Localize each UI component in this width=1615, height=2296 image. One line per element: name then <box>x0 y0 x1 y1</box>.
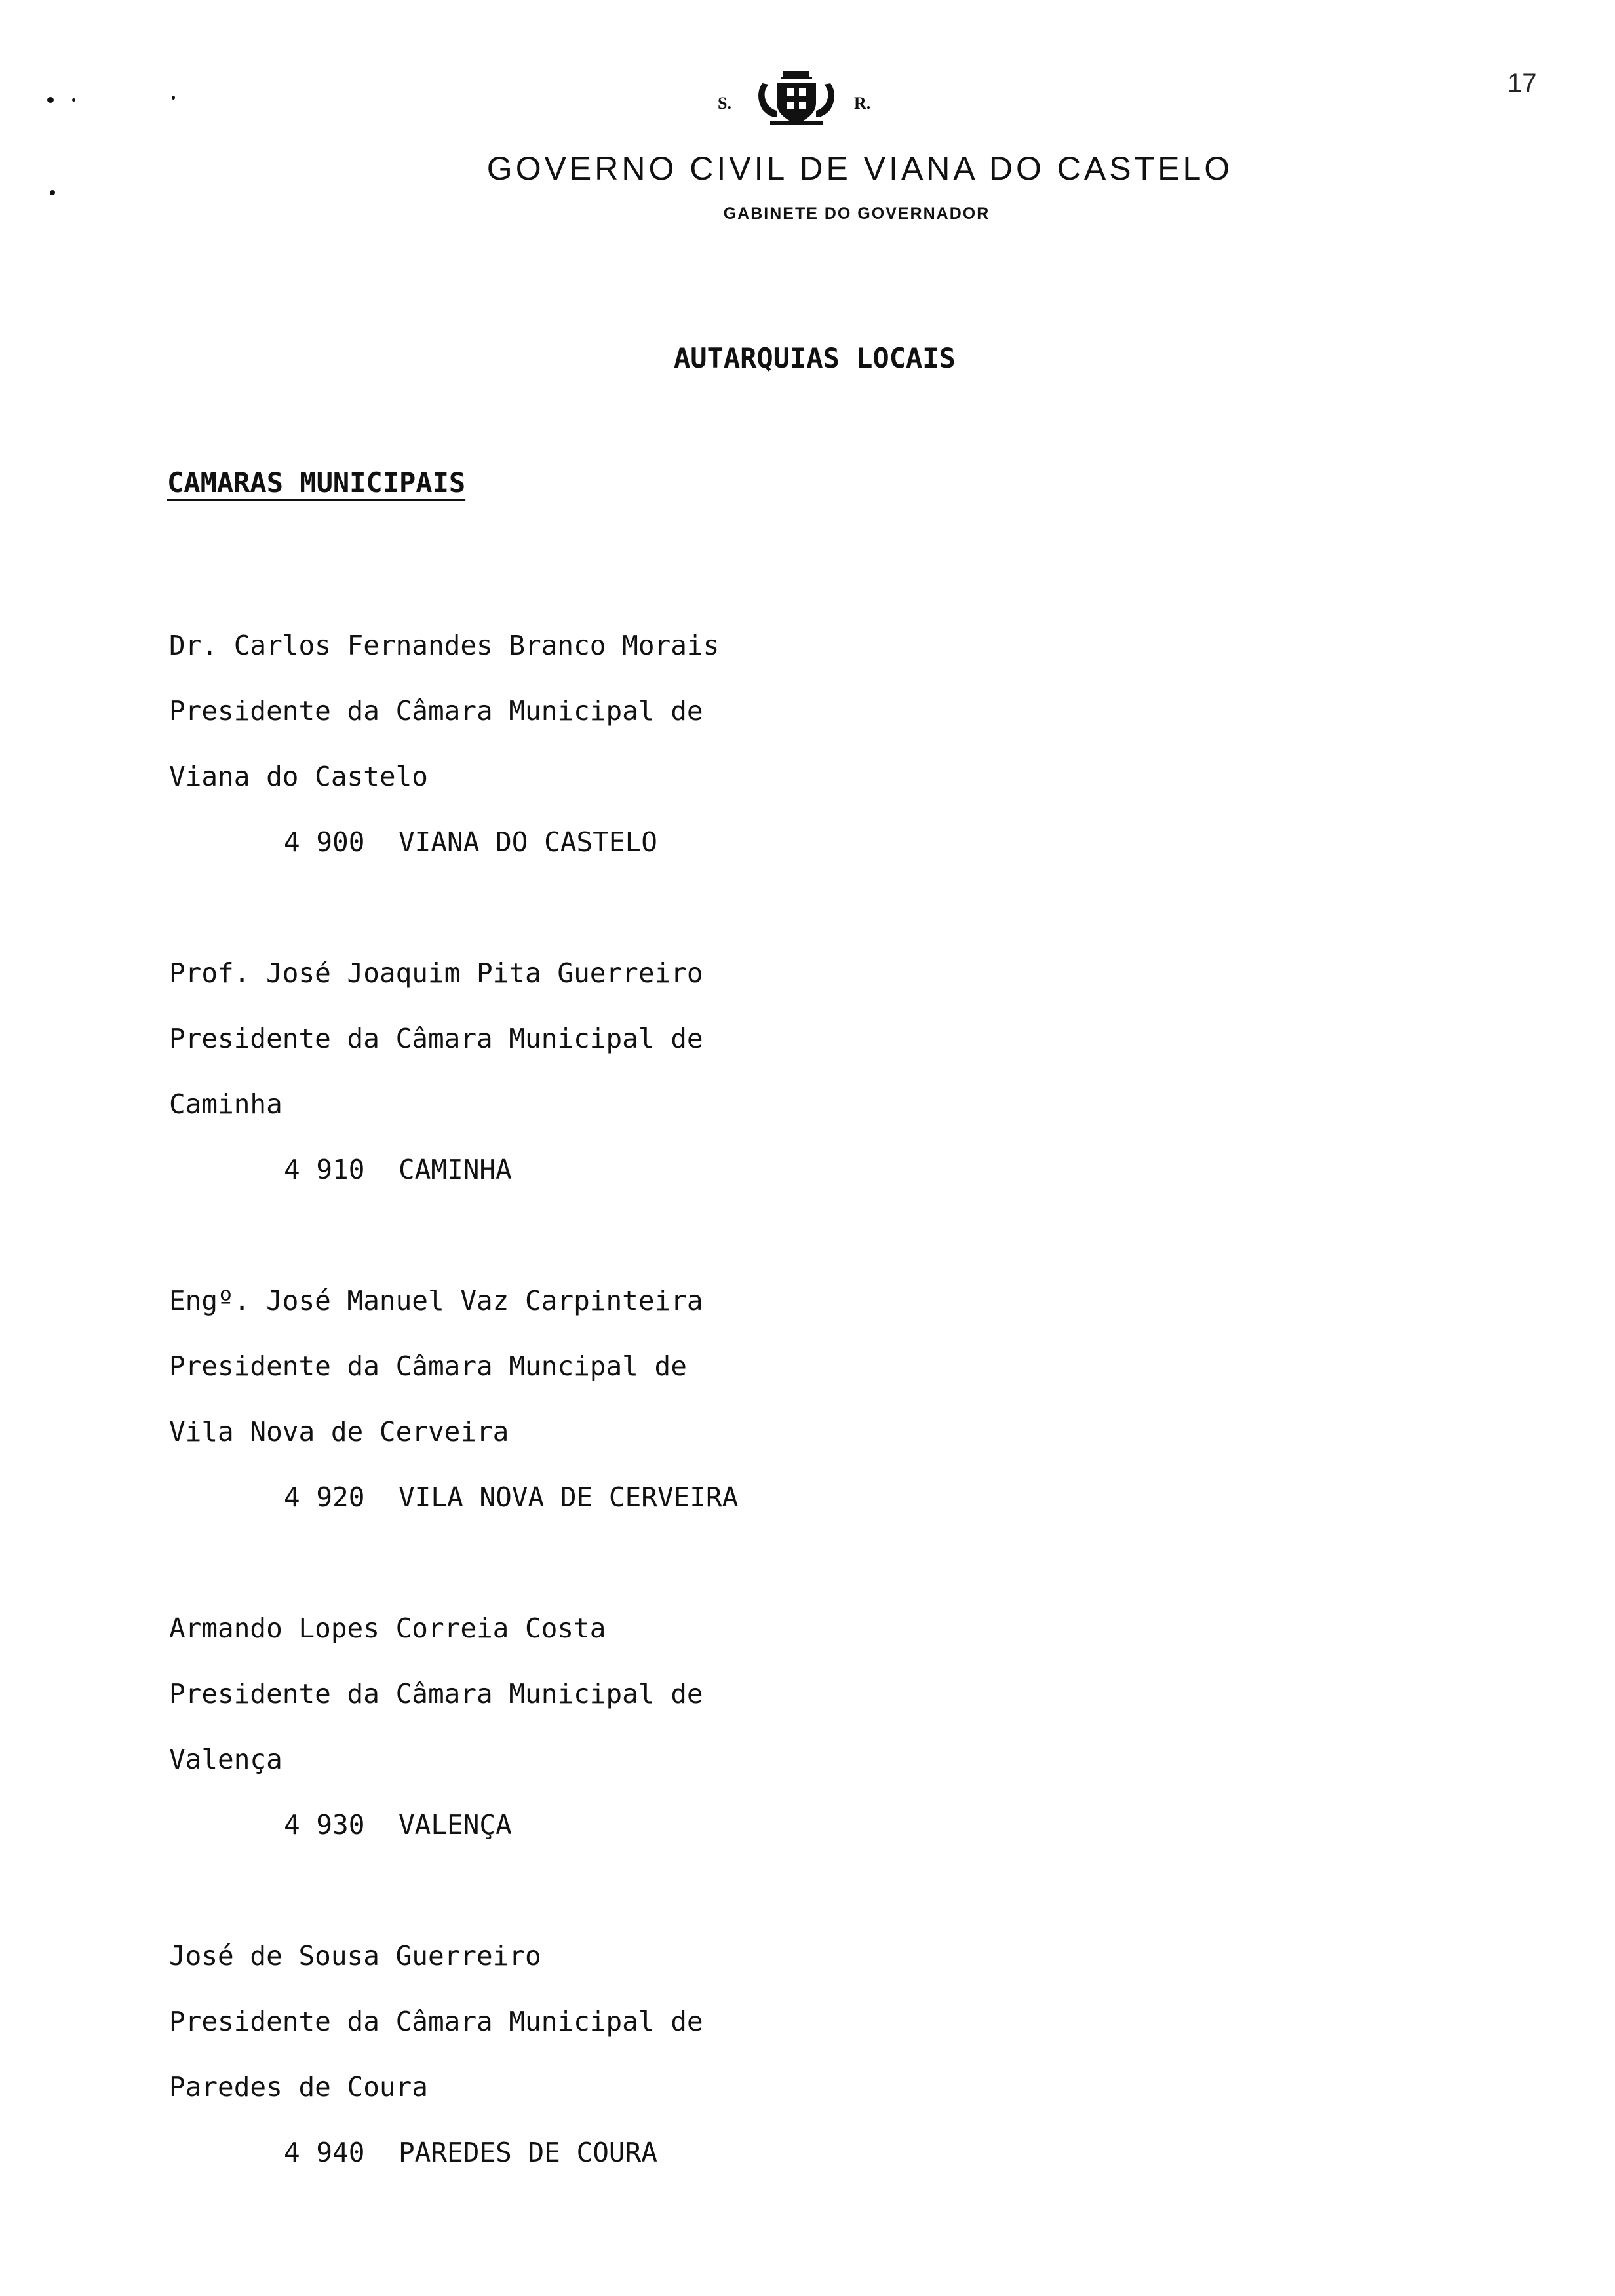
president-role: Presidente da Câmara Muncipal de <box>169 1350 687 1382</box>
postal-address <box>169 822 1349 888</box>
page-number: 17 <box>1508 69 1537 98</box>
scan-speck <box>47 97 54 103</box>
coat-of-arms-icon <box>750 69 842 128</box>
president-name: Prof. José Joaquim Pita Guerreiro <box>169 957 703 989</box>
municipality-name: Viana do Castelo <box>169 761 428 792</box>
postal-code: 4 910 <box>284 1154 365 1185</box>
municipality-name: Paredes de Coura <box>169 2071 428 2103</box>
municipality-name: Caminha <box>169 1088 282 1120</box>
scan-speck <box>172 96 175 100</box>
postal-city: CAMINHA <box>399 1154 512 1185</box>
president-name: Engº. José Manuel Vaz Carpinteira <box>169 1285 703 1316</box>
letterhead-subtitle: GABINETE DO GOVERNADOR <box>723 204 990 223</box>
municipal-presidents-list <box>169 626 1349 2264</box>
list-heading: CAMARAS MUNICIPAIS <box>167 467 466 499</box>
president-role: Presidente da Câmara Municipal de <box>169 2006 703 2037</box>
president-name: José de Sousa Guerreiro <box>169 1940 541 1972</box>
postal-city: VILA NOVA DE CERVEIRA <box>399 1482 739 1513</box>
postal-code: 4 900 <box>284 826 365 858</box>
letterhead-title: GOVERNO CIVIL DE VIANA DO CASTELO <box>486 150 1234 187</box>
section-title: AUTARQUIAS LOCAIS <box>674 342 956 374</box>
president-role: Presidente da Câmara Municipal de <box>169 1023 703 1054</box>
list-item <box>169 953 1349 1281</box>
list-item <box>169 1609 1349 1936</box>
president-name: Dr. Carlos Fernandes Branco Morais <box>169 630 720 661</box>
municipality-name: Valença <box>169 1744 282 1775</box>
president-name: Armando Lopes Correia Costa <box>169 1613 606 1644</box>
postal-code: 4 940 <box>284 2137 365 2168</box>
municipality-name: Vila Nova de Cerveira <box>169 1416 509 1447</box>
crest-left-letter: S. <box>718 94 731 113</box>
list-item <box>169 1281 1349 1609</box>
postal-code: 4 920 <box>284 1482 365 1513</box>
postal-city: VALENÇA <box>399 1809 512 1841</box>
president-role: Presidente da Câmara Municipal de <box>169 1678 703 1710</box>
postal-address <box>169 2133 1349 2198</box>
scan-speck <box>72 98 75 102</box>
postal-address <box>169 1805 1349 1871</box>
letterhead-crest <box>711 69 882 128</box>
postal-address <box>169 1478 1349 1543</box>
president-role: Presidente da Câmara Municipal de <box>169 695 703 727</box>
scan-speck <box>50 190 55 195</box>
list-item <box>169 626 1349 953</box>
crest-right-letter: R. <box>854 94 871 113</box>
list-item <box>169 1936 1349 2264</box>
postal-city: PAREDES DE COURA <box>399 2137 657 2168</box>
postal-city: VIANA DO CASTELO <box>399 826 657 858</box>
postal-address <box>169 1150 1349 1215</box>
postal-code: 4 930 <box>284 1809 365 1841</box>
